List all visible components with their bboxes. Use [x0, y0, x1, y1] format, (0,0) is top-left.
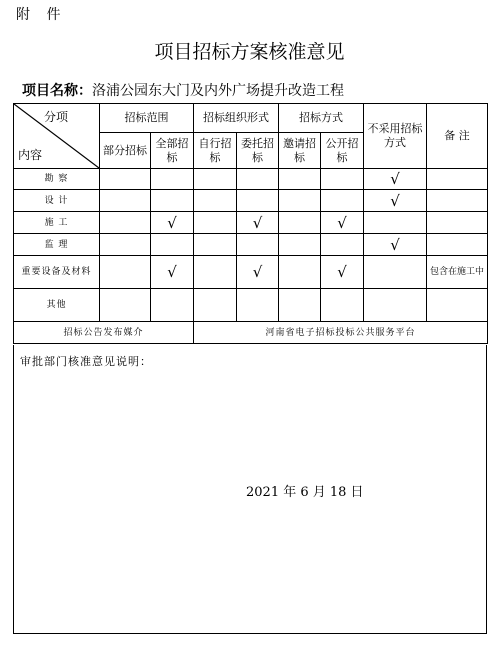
approval-date: 2021 年 6 月 18 日: [246, 485, 364, 500]
subheader-invited: 邀请招标: [279, 133, 321, 169]
cell: [279, 234, 321, 256]
cell: [321, 289, 364, 322]
media-value: 河南省电子招标投标公共服务平台: [194, 322, 488, 344]
cell: [237, 234, 279, 256]
header-method: 招标方式: [279, 104, 364, 133]
cell: [237, 169, 279, 190]
cell: [279, 289, 321, 322]
cell: [279, 190, 321, 212]
document-title: 项目招标方案核准意见: [154, 41, 345, 63]
cell: [364, 212, 427, 234]
check-mark: √: [321, 256, 364, 289]
row-label: 施 工: [14, 212, 100, 234]
media-label: 招标公告发布媒介: [14, 322, 194, 344]
cell: [100, 289, 151, 322]
cell: [100, 212, 151, 234]
cell: [321, 234, 364, 256]
cell: [100, 234, 151, 256]
check-mark: √: [364, 190, 427, 212]
cell: [194, 190, 237, 212]
check-mark: √: [364, 169, 427, 190]
remark-cell: [427, 169, 488, 190]
corner-top-label: 分项: [44, 110, 69, 124]
cell: [151, 234, 194, 256]
opinion-label: 审批部门核准意见说明：: [20, 355, 152, 368]
cell: [194, 256, 237, 289]
project-name-value: 洛浦公园东大门及内外广场提升改造工程: [92, 83, 344, 99]
table-row-other: [14, 289, 488, 322]
cell: [237, 190, 279, 212]
check-mark: √: [151, 256, 194, 289]
row-label: 其他: [14, 289, 100, 322]
check-mark: √: [151, 212, 194, 234]
table-row-survey: [14, 169, 488, 190]
remark-cell: [427, 234, 488, 256]
cell: [364, 256, 427, 289]
corner-bottom-label: 内容: [18, 148, 43, 162]
check-mark: √: [364, 234, 427, 256]
project-name-line: [22, 80, 344, 100]
header-org-form: 招标组织形式: [194, 104, 279, 133]
header-scope: 招标范围: [100, 104, 194, 133]
header-remarks: 备 注: [427, 104, 488, 169]
cell: [151, 190, 194, 212]
header-no-bid: 不采用招标方式: [364, 104, 427, 169]
table-row-equipment: [14, 256, 488, 289]
project-name-label: 项目名称：: [22, 83, 92, 99]
subheader-full: 全部招标: [151, 133, 194, 169]
cell: [364, 289, 427, 322]
approval-table: [13, 103, 488, 344]
cell: [100, 169, 151, 190]
subheader-partial: 部分招标: [100, 133, 151, 169]
table-row-supervision: [14, 234, 488, 256]
cell: [100, 190, 151, 212]
cell: [194, 212, 237, 234]
check-mark: √: [321, 212, 364, 234]
table-row-design: [14, 190, 488, 212]
subheader-self: 自行招标: [194, 133, 237, 169]
cell: [151, 169, 194, 190]
row-label: 重要设备及材料: [14, 256, 100, 289]
attachment-label: 附 件: [16, 7, 67, 23]
row-label: 监 理: [14, 234, 100, 256]
row-label: 勘 察: [14, 169, 100, 190]
subheader-entrusted: 委托招标: [237, 133, 279, 169]
cell: [279, 212, 321, 234]
remark-cell: 包含在施工中: [427, 256, 488, 289]
cell: [279, 169, 321, 190]
cell: [194, 289, 237, 322]
cell: [279, 256, 321, 289]
cell: [151, 289, 194, 322]
cell: [100, 256, 151, 289]
cell: [194, 234, 237, 256]
cell: [194, 169, 237, 190]
media-row: [14, 322, 488, 344]
row-label: 设 计: [14, 190, 100, 212]
remark-cell: [427, 190, 488, 212]
remark-cell: [427, 212, 488, 234]
table-row-construction: [14, 212, 488, 234]
remark-cell: [427, 289, 488, 322]
cell: [321, 190, 364, 212]
subheader-public: 公开招标: [321, 133, 364, 169]
approval-opinion-box: [13, 345, 487, 634]
check-mark: √: [237, 212, 279, 234]
check-mark: √: [237, 256, 279, 289]
cell: [321, 169, 364, 190]
cell: [237, 289, 279, 322]
corner-header-cell: [14, 104, 100, 169]
